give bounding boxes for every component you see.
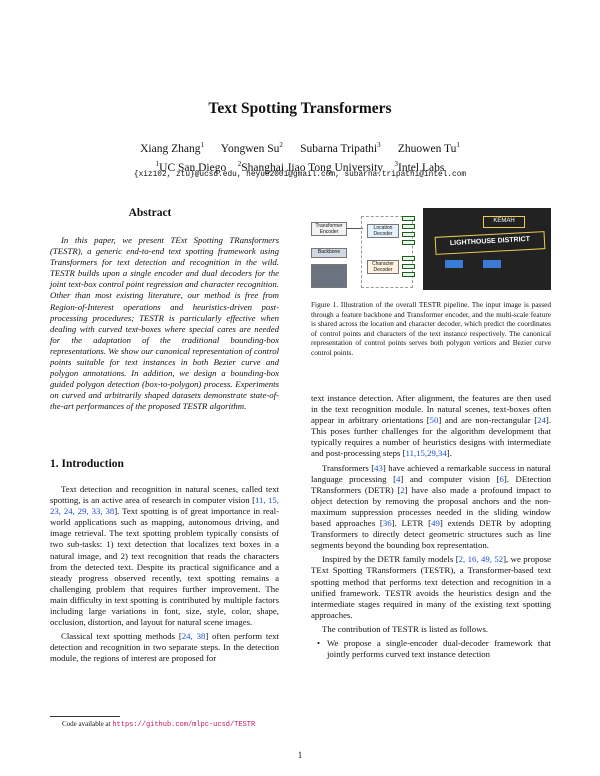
page-number: 1 [297, 750, 303, 760]
body-paragraph: Transformers [43] have achieved a remarkable success in natural language processing [4] and computer vision [6]. DEtection TRansformers (DETR) [2] have also made a profound impact to object detection by removing the proposal anchors and the non-maximum suppression processes needed in the sliding window based approaches [36]. LETR [49] extends DETR by adopting Transformers to directly detect geometric structures such as line segments beyond the bounding box representation. [311, 462, 551, 551]
sign-small-box [483, 260, 501, 268]
query-token [402, 216, 415, 221]
sign-text-top: KEMAH [483, 216, 525, 228]
intro-paragraph-2: Classical text spotting methods [24, 38] often perform text detection and recognition in two separate steps. In the detection module, the regions of interest are proposed for [50, 631, 279, 664]
affiliation-3: $^3$Intel Labs [394, 159, 445, 174]
author-emails: {xiz102, ztu}@ucsd.edu, heyue2001@gmail.com, subarna.tripathi@intel.com [133, 171, 467, 179]
character-decoder-block: Character Decoder [367, 260, 399, 274]
abstract-body: In this paper, we present TExt Spotting TRansformers (TESTR), a generic end-to-end text spotting framework using Transformers for text detection and recognition in the wild. TESTR builds upon a single encoder and dual decoders for the joint text-box control point regression and character recognition. Other than most existing literature, our method is free from Region-of-Interest operations and heuristics-driven post-processing procedures; TESTR is particularly effective when dealing with curved text-boxes where special cares are needed for the adaptation of the traditional bounding-box representations. We show our canonical representation of control points suitable for text instances in both Bezier curve and polygon annotations. In addition, we design a bounding-box guided polygon detection (box-to-polygon) process. Experiments on curved and arbitrarily shaped datasets demonstrate state-of-the-art performances of the proposed TESTR algorithm. [50, 235, 279, 412]
footnote-rule [50, 716, 120, 717]
query-token [402, 256, 415, 261]
author-1: Xiang Zhang$^1$ [140, 141, 204, 155]
author-4: Zhuowen Tu$^1$ [397, 141, 460, 155]
query-token [402, 240, 415, 245]
contribution-list [311, 638, 551, 660]
query-token [402, 272, 415, 277]
code-url-link[interactable]: https://github.com/mlpc-ucsd/TESTR [112, 721, 256, 729]
abstract-heading: Abstract [128, 207, 172, 219]
figure-1-caption: Figure 1. Illustration of the overall TESTR pipeline. The input image is passed through a feature backbone and Transformer encoder, and the multi-scale feature is shared across the location and character decoder, which predict the coordinates of control points and characters of the text instance respectively. The canonical representation of control points serves both polygon vertices and Bezier curve control points. [311, 300, 551, 357]
citation-link[interactable]: 43 [374, 462, 383, 473]
intro-heading: 1. Introduction [50, 458, 124, 470]
citation-link[interactable]: 36 [382, 518, 392, 529]
citation-link[interactable]: 2, 16, 49, 52 [458, 554, 504, 565]
query-token [402, 264, 415, 269]
right-column-body [311, 393, 551, 660]
intro-body [50, 484, 279, 665]
intro-paragraph-1: Text detection and recognition in natural scenes, called text spotting, is an active area of research in computer vision [11, 15, 23, 24, 29, 33, 38]. Text spotting is of great importance in real-world applications such as mapping, autonomous driving, and image retrieval. The text spotting problem typically consists of two sub-tasks: 1) text detection that localizes text boxes in a natural image, and 2) text recognition that reads the characters from the detected text. Despite its practical significance and a steady progress observed recently, text spotting remains a challenging problem that requires further improvement. The main difficulty in text spotting is contributed by multiple factors including large variations in font, size, style, color, shape, occlusion, distortion, and layout for natural scene images. [50, 484, 280, 628]
location-decoder-block: Location Decoder [367, 224, 399, 238]
body-paragraph: Inspired by the DETR family models [2, 16, 49, 52], we propose TExt Spotting TRansformers (TESTR), a Transformer-based text spotting method that performs text detection and recognition in a unified framework. TESTR avoids the heuristics design and the intermediate stages required in many of the existing text spotting approaches. [311, 554, 551, 620]
figure-1-diagram [311, 208, 551, 290]
citation-link[interactable]: 11,15,29,34 [405, 448, 447, 459]
query-token [402, 232, 415, 237]
encoder-block: Transformer Encoder [311, 222, 347, 236]
citation-link[interactable]: 11, 15, 23, 24, 29, 33, 38 [50, 495, 279, 517]
citation-link[interactable]: 6 [499, 473, 504, 484]
citation-link[interactable]: 50 [429, 415, 439, 426]
body-paragraph: text instance detection. After alignment, the features are then used in the text recognition module. In natural scenes, text-boxes often appear in arbitrary orientations [50] and are non-rectangular [24]. This poses further challenges for the algorithm development that typically requires a number of heuristics designs with intermediate and post-processing steps [11,15,29,34]. [311, 393, 552, 459]
citation-link[interactable]: 24, 38 [181, 631, 206, 642]
query-token [402, 224, 415, 229]
body-paragraph: The contribution of TESTR is listed as follows. [322, 623, 489, 634]
sign-small-box [445, 260, 463, 268]
input-thumbnail [311, 264, 347, 288]
author-2: Yongwen Su$^2$ [220, 141, 283, 155]
sign-text-bottom: LIGHTHOUSE DISTRICT [435, 231, 546, 255]
citation-link[interactable]: 4 [396, 473, 401, 484]
author-3: Subarna Tripathi$^3$ [300, 141, 381, 155]
affiliation-2: $^2$Shanghai Jiao Tong University [237, 159, 384, 174]
citation-link[interactable]: 49 [431, 518, 440, 529]
author-block [0, 138, 600, 176]
list-item: • We propose a single-encoder dual-decoder framework that jointly performs curved text instance detection [327, 638, 551, 660]
output-image [423, 208, 551, 290]
citation-link[interactable]: 2 [400, 484, 405, 495]
author-list [0, 138, 600, 157]
backbone-block: Backbone [311, 248, 347, 258]
footnote: Code available at https://github.com/mlpc-ucsd/TESTR [62, 720, 256, 729]
affiliation-1: $^1$UC San Diego [155, 159, 227, 174]
paper-title: Text Spotting Transformers [208, 100, 392, 117]
citation-link[interactable]: 24 [537, 415, 546, 426]
